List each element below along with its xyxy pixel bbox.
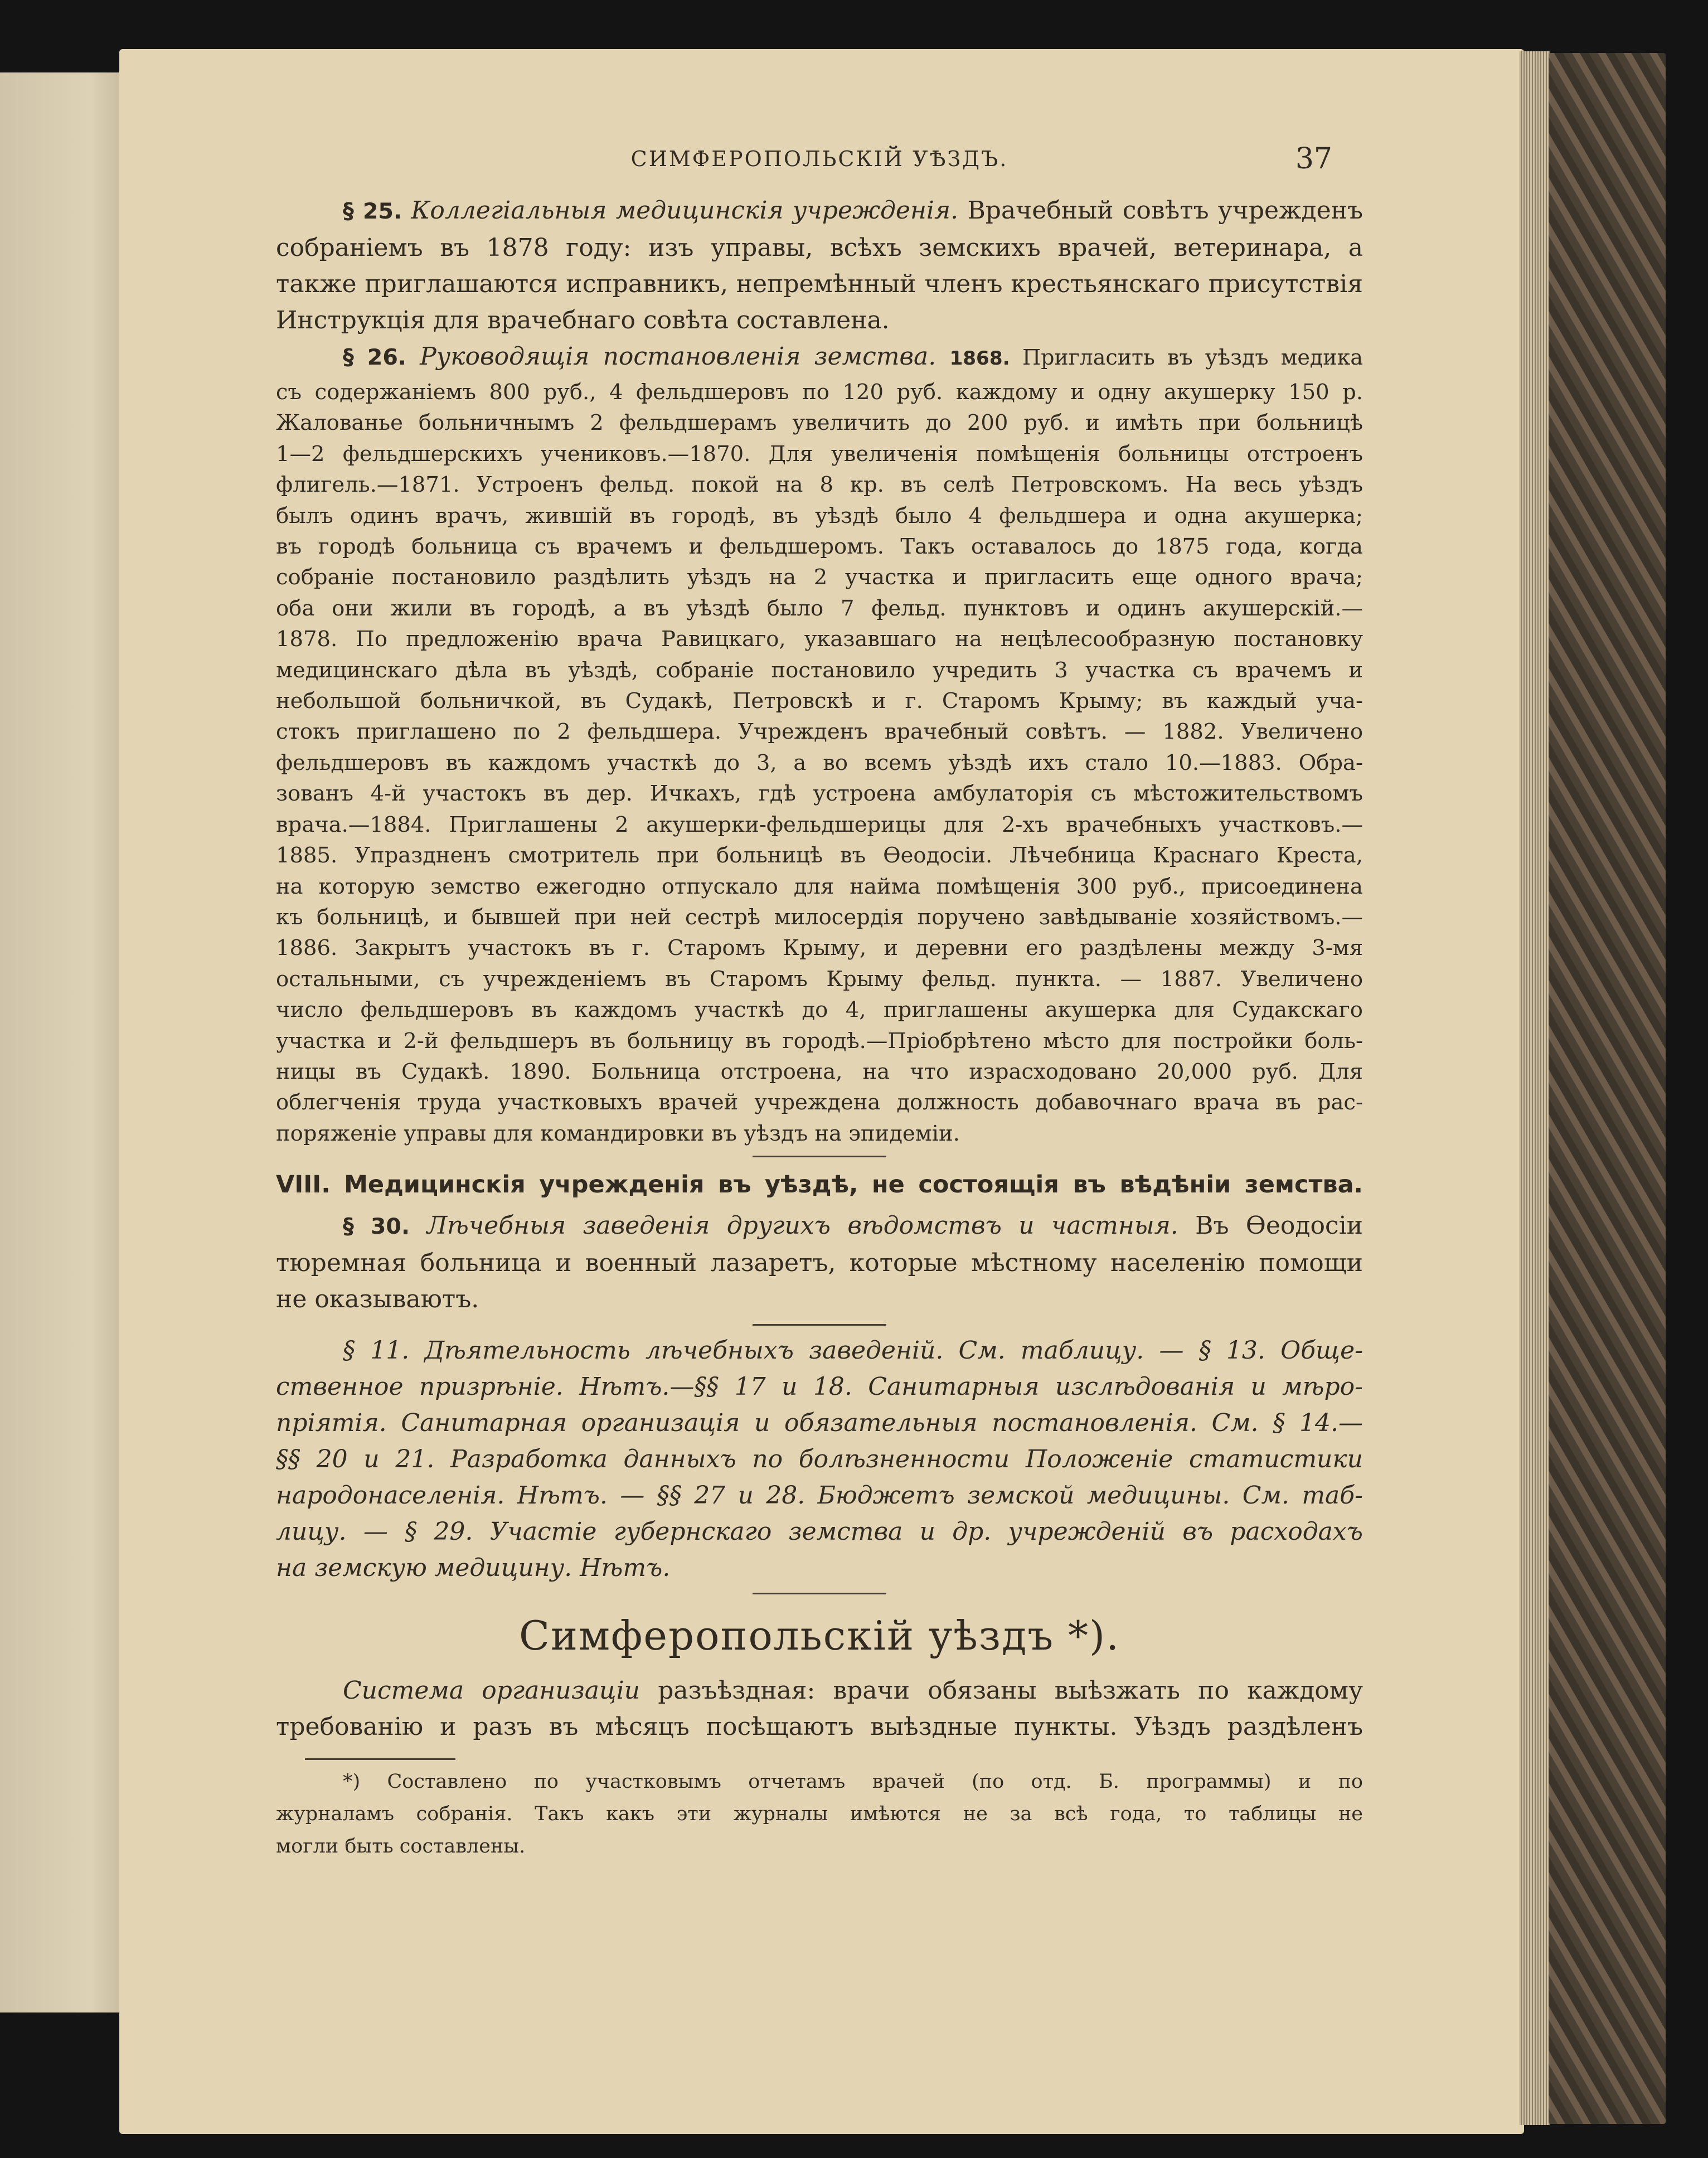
text-line: на которую земство ежегодно отпускало для найма помѣщенія 300 руб., присоединена — [276, 874, 1363, 899]
text-line: медицинскаго дѣла въ уѣздѣ, собраніе постановило учредить 3 участка съ врачемъ и — [276, 657, 1363, 683]
marbled-board — [1549, 53, 1666, 2124]
year: 1868. — [949, 347, 1010, 370]
text-line: остальными, съ учрежденіемъ въ Старомъ Крыму фельд. пункта. — 1887. Увеличено — [276, 966, 1363, 992]
text-line: къ больницѣ, и бывшей при ней сестрѣ милосердія поручено завѣдываніе хозяйствомъ.— — [276, 904, 1363, 930]
text-line: требованію и разъ въ мѣсяцъ посѣщаютъ выѣздные пункты. Уѣздъ раздѣленъ — [276, 1713, 1363, 1742]
paragraph-system — [276, 1672, 1363, 1745]
text-line: врача.—1884. Приглашены 2 акушерки-фельдшерицы для 2-хъ врачебныхъ участковъ.— — [276, 812, 1363, 837]
text-line: тюремная больница и военный лазаретъ, которые мѣстному населенію помощи — [276, 1249, 1363, 1278]
chapter-heading: Симферопольскій уѣздъ *). — [518, 1612, 1120, 1660]
section-number: § 26. — [343, 345, 406, 370]
text-line: *) Составлено по участковымъ отчетамъ врачей (по отд. Б. программы) и по — [343, 1771, 1363, 1793]
section-number: § 30. — [343, 1214, 410, 1240]
text-line: § 11. Дѣятельность лѣчебныхъ заведеній. См. таблицу. — § 13. Обще- — [343, 1336, 1363, 1365]
text-line: поряженіе управы для командировки въ уѣздъ на эпидеміи. — [276, 1121, 960, 1146]
text-line: съ содержаніемъ 800 руб., 4 фельдшеровъ по 120 руб. каждому и одну акушерку 150 р. — [276, 380, 1363, 405]
section-title: Коллегіальныя медицинскія учрежденія. — [411, 196, 959, 225]
paragraph-25 — [276, 192, 1363, 338]
section-heading-viii: VIII. Медицинскія учрежденія въ уѣздѣ, не состоящія въ вѣдѣніи земства. — [276, 1171, 1363, 1199]
paragraph-26-body — [276, 377, 1363, 1149]
text-line: Пригласить въ уѣздъ медика — [1022, 345, 1363, 370]
text-line: участка и 2-й фельдшеръ въ больницу въ городѣ.—Пріобрѣтено мѣсто для постройки боль- — [276, 1028, 1363, 1054]
text-line: флигель.—1871. Устроенъ фельд. покой на 8 кр. въ селѣ Петровскомъ. На весь уѣздъ — [276, 472, 1363, 498]
text-line: собраніемъ въ 1878 году: изъ управы, всѣхъ земскихъ врачей, ветеринара, а — [276, 234, 1363, 262]
text-line: могли быть составлены. — [276, 1835, 526, 1858]
paragraph-30 — [276, 1207, 1363, 1317]
text-line: оба они жили въ городѣ, а въ уѣздѣ было 7 фельд. пунктовъ и одинъ акушерскій.— — [276, 595, 1363, 621]
running-header — [276, 131, 1363, 192]
text-line: 1886. Закрытъ участокъ въ г. Старомъ Крыму, и деревни его раздѣлены между 3-мя — [276, 935, 1363, 961]
section-title: Руководящія постановленія земства. — [420, 342, 937, 371]
page-number: 37 — [1295, 142, 1332, 176]
section-title: Лѣчебныя заведенія другихъ вѣдомствъ и частныя. — [426, 1211, 1178, 1240]
text-line: 1885. Упраздненъ смотритель при больницѣ въ Ѳеодосіи. Лѣчебница Краснаго Креста, — [276, 843, 1363, 869]
text-line: фельдшеровъ въ каждомъ участкѣ до 3, а во всемъ уѣздѣ ихъ стало 10.—1883. Обра- — [276, 750, 1363, 775]
text-line: число фельдшеровъ въ каждомъ участкѣ до 4, приглашены акушерка для Судакскаго — [276, 997, 1363, 1023]
text-line: разъѣздная: врачи обязаны выѣзжать по каждому — [658, 1676, 1363, 1705]
text-line: облегченія труда участковыхъ врачей учреждена должность добавочнаго врача въ рас- — [276, 1090, 1363, 1116]
text-line: небольшой больничкой, въ Судакѣ, Петровскѣ и г. Старомъ Крыму; въ каждый уча- — [276, 688, 1363, 714]
divider-rule — [753, 1593, 886, 1594]
text-line: ницы въ Судакѣ. 1890. Больница отстроена, на что израсходовано 20,000 руб. Для — [276, 1059, 1363, 1084]
text-line: Инструкція для врачебнаго совѣта составлена. — [276, 306, 890, 334]
text-line: народонаселенія. Нѣтъ. — §§ 27 и 28. Бюджетъ земской медицины. См. таб- — [276, 1481, 1363, 1510]
inline-label: Система организаціи — [343, 1676, 640, 1705]
text-line: Врачебный совѣтъ учрежденъ — [967, 196, 1363, 225]
text-line: 1—2 фельдшерскихъ учениковъ.—1870. Для увеличенія помѣщенія больницы отстроенъ — [276, 441, 1363, 467]
text-line: на земскую медицину. Нѣтъ. — [276, 1554, 671, 1583]
paragraph-references — [276, 1332, 1363, 1586]
footnote-rule — [305, 1758, 455, 1760]
text-line: 1878. По предложенію врача Равицкаго, указавшаго на нецѣлесообразную постановку — [276, 627, 1363, 652]
page-text — [276, 131, 1363, 1863]
text-line: §§ 20 и 21. Разработка данныхъ по болѣзненности Положеніе статистики — [276, 1445, 1363, 1474]
page-edges — [1519, 51, 1550, 2125]
text-line: зованъ 4-й участокъ въ дер. Ичкахъ, гдѣ устроена амбулаторія съ мѣстожительствомъ — [276, 781, 1363, 807]
footnote — [276, 1766, 1363, 1863]
divider-rule — [753, 1324, 886, 1326]
text-line: лицу. — § 29. Участіе губернскаго земства и др. учрежденій въ расходахъ — [276, 1517, 1363, 1546]
text-line: ственное призрѣніе. Нѣтъ.—§§ 17 и 18. Санитарныя изслѣдованія и мѣро- — [276, 1373, 1363, 1402]
text-line: собраніе постановило раздѣлить уѣздъ на 2 участка и пригласить еще одного врача; — [276, 565, 1363, 590]
text-line: Въ Ѳеодосіи — [1195, 1211, 1363, 1240]
text-line: въ городѣ больница съ врачемъ и фельдшеромъ. Такъ оставалось до 1875 года, когда — [276, 534, 1363, 560]
text-line: стокъ приглашено по 2 фельдшера. Учрежденъ врачебный совѣтъ. — 1882. Увеличено — [276, 719, 1363, 745]
text-line: былъ одинъ врачъ, жившій въ городѣ, въ уѣздѣ было 4 фельдшера и одна акушерка; — [276, 503, 1363, 528]
text-line: пріятія. Санитарная организація и обязательныя постановленія. См. § 14.— — [276, 1409, 1363, 1438]
running-title: СИМФЕРОПОЛЬСКІЙ УѢЗДЪ. — [630, 147, 1008, 171]
section-number: § 25. — [343, 198, 402, 224]
text-line: также приглашаются исправникъ, непремѣнный членъ крестьянскаго присутствія — [276, 270, 1363, 298]
paragraph-26 — [276, 338, 1363, 377]
text-line: журналамъ собранія. Такъ какъ эти журналы имѣются не за всѣ года, то таблицы не — [276, 1803, 1363, 1826]
text-line: не оказываютъ. — [276, 1285, 479, 1314]
divider-rule — [753, 1156, 886, 1157]
text-line: Жалованье больничнымъ 2 фельдшерамъ увеличить до 200 руб. и имѣть при больницѣ — [276, 410, 1363, 436]
